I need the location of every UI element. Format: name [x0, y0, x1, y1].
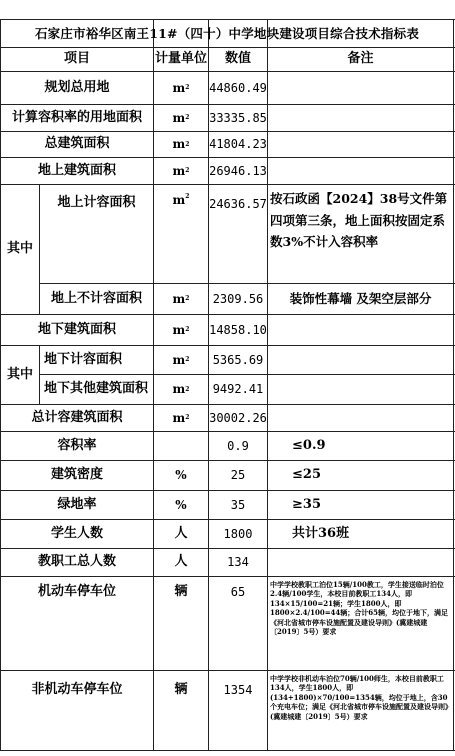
table-title: 石家庄市裕华区南王11#（四十）中学地块建设项目综合技术指标表: [34, 25, 420, 41]
row-unit: %: [175, 497, 187, 512]
row-value: 33335.85: [209, 110, 267, 125]
row-value: 30002.26: [209, 410, 267, 425]
row-label: 建筑密度: [50, 467, 103, 483]
row-label: 地上建筑面积: [37, 162, 116, 178]
row-label: 地下其他建筑面积: [44, 381, 149, 397]
header-item: 项目: [63, 51, 90, 67]
header-note: 备注: [347, 51, 374, 67]
row-label: 规划总用地: [44, 79, 110, 95]
row-value: 14858.10: [209, 322, 267, 337]
row-value: 44860.49: [209, 80, 267, 95]
row-value: 1800: [223, 526, 253, 541]
header-unit: 计量单位: [154, 51, 207, 67]
unit-m2: m $^2$: [172, 193, 190, 207]
row-label: 机动车停车位: [37, 583, 116, 599]
row-note: ≥35: [292, 496, 321, 512]
unit-m2: m 2: [172, 110, 190, 125]
row-value: 2309.56: [212, 291, 264, 306]
row-unit: 辆: [174, 583, 188, 599]
group-label: 其中: [6, 241, 33, 257]
row-value: 25: [230, 468, 246, 482]
row-value: 35: [230, 497, 246, 512]
row-unit: 辆: [174, 681, 188, 697]
row-note: 按石政函【2024】38号文件第四项第三条，地上面积按固定系数3%不计入容积率: [270, 191, 448, 249]
row-value: 134: [227, 555, 249, 569]
row-note: 装饰性幕墙 及架空层部分: [289, 291, 432, 307]
unit-m2: m 2: [172, 382, 190, 396]
row-label: 地下计容面积: [44, 351, 123, 367]
unit-m2: m 2: [172, 163, 190, 178]
row-value: 65: [230, 584, 246, 599]
unit-m2: m 2: [172, 322, 190, 337]
row-unit: 人: [174, 554, 188, 570]
row-label: 学生人数: [50, 525, 103, 541]
row-note: ≤0.9: [292, 437, 326, 453]
row-label: 地上计容面积: [57, 195, 136, 210]
unit-m2: m 2: [172, 137, 190, 151]
row-label: 地下建筑面积: [37, 321, 116, 337]
row-label: 绿地率: [57, 496, 97, 512]
row-note: 共计36班: [292, 525, 350, 541]
row-label: 容积率: [57, 437, 97, 453]
row-value: 24636.57: [209, 197, 267, 211]
row-note: 中学学校非机动车泊位70辆/100师生，本校目前教职工134人，学生1800人，即(134+1800)×70/100=1354辆，均位于地上，含30个充电车位；满足《河北省城市停车设施配置及建设导则》(冀建城建〔2019〕5号）要求: [270, 674, 452, 721]
row-label: 总计容建筑面积: [31, 409, 123, 425]
row-value: 9492.41: [212, 382, 264, 396]
row-value: 41804.23: [209, 137, 267, 151]
row-label: 地上不计容面积: [50, 290, 142, 306]
unit-m2: m 2: [172, 352, 190, 367]
row-unit: 人: [174, 525, 188, 541]
unit-m2: m 2: [172, 80, 190, 95]
row-label: 计算容积率的用地面积: [11, 109, 142, 125]
row-note: ≤25: [292, 467, 321, 483]
row-label: 非机动车停车位: [31, 681, 123, 697]
row-value: 0.9: [227, 438, 249, 453]
unit-m2: m 2: [172, 410, 190, 425]
group-label: 其中: [6, 366, 33, 382]
row-label: 总建筑面积: [44, 136, 110, 152]
row-value: 26946.13: [209, 163, 267, 178]
header-value: 数值: [224, 51, 251, 67]
row-value: 5365.69: [212, 352, 264, 367]
row-note: 中学学校教职工泊位15辆/100教工，学生接送临时泊位2.4辆/100学生，本校目前教职工134人，即134×15/100=21辆；学生1800人，即1800×2.4/100=44辆；合计65辆，均位于地下，满足《河北省城市停车设施配置及建设导则》(冀建城建〔2019〕5号）要求: [270, 580, 449, 637]
row-label: 教职工总人数: [37, 554, 116, 570]
row-unit: %: [175, 468, 187, 482]
unit-m2: m 2: [172, 291, 190, 306]
row-value: 1354: [223, 682, 253, 697]
